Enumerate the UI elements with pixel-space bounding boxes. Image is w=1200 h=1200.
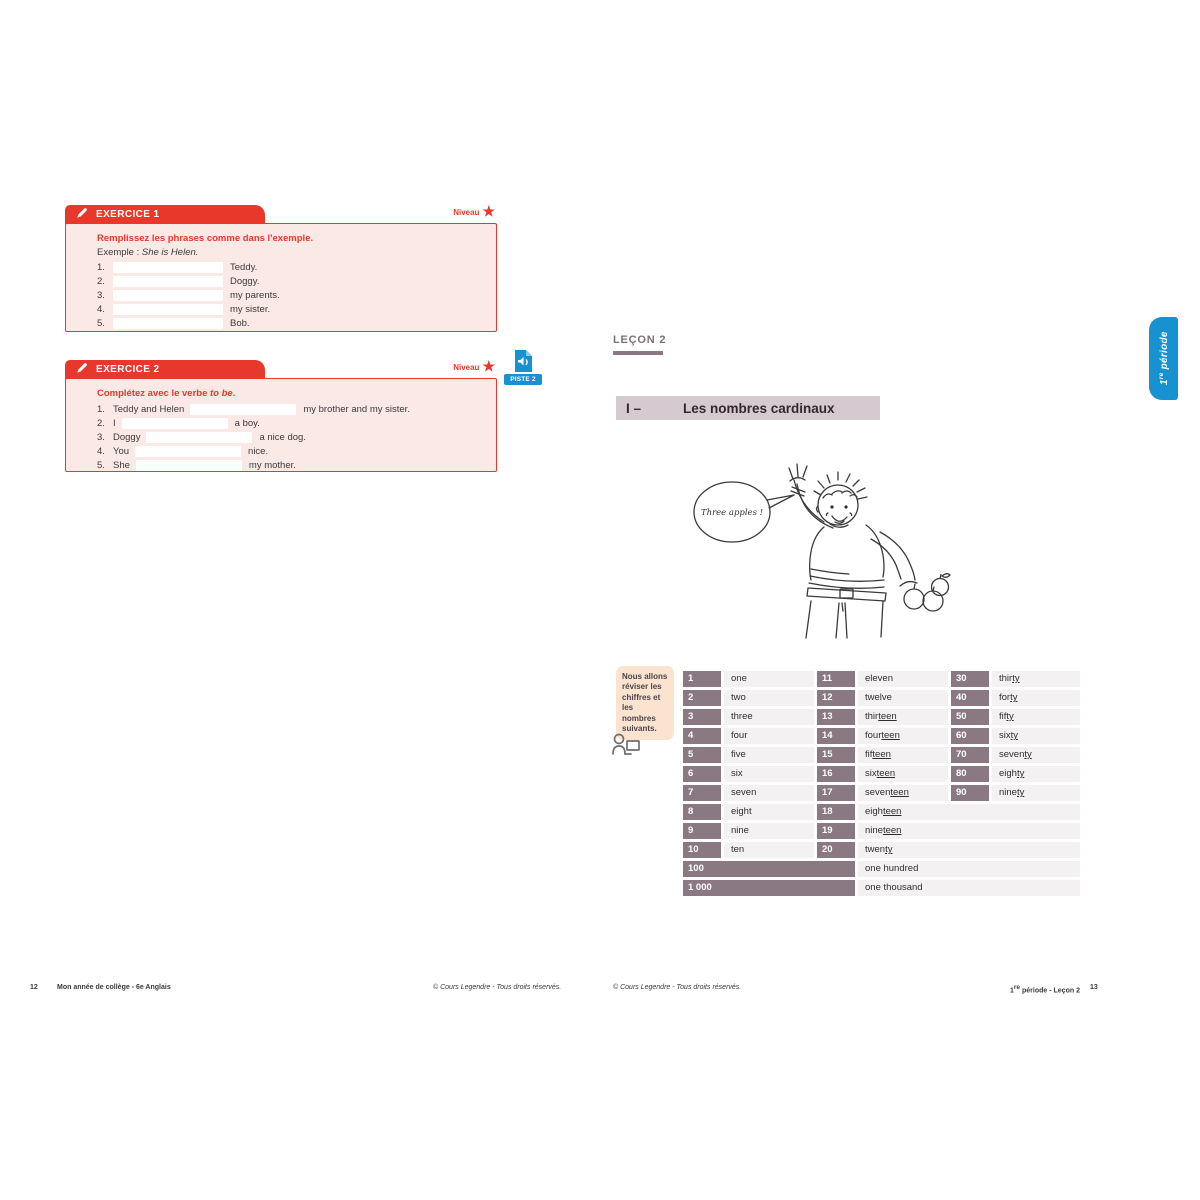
table-number-cell: 1 000 <box>683 880 855 896</box>
item-text-after: my mother. <box>248 459 296 471</box>
footer-period-rest: période - Leçon 2 <box>1020 987 1080 995</box>
answer-blank <box>136 460 242 471</box>
word-underlined-suffix: ty <box>1006 711 1014 722</box>
word-base: twelve <box>865 692 892 703</box>
word-base: eigh <box>999 768 1017 779</box>
pencil-icon <box>76 207 88 222</box>
word-underlined-suffix: ty <box>885 844 893 855</box>
table-number-cell: 60 <box>951 728 989 744</box>
right-copyright: © Cours Legendre - Tous droits réservés. <box>613 984 742 991</box>
table-number-cell: 13 <box>817 709 855 725</box>
item-text-after: my brother and my sister. <box>303 403 410 415</box>
table-number-cell: 8 <box>683 804 721 820</box>
exercise1-niveau <box>453 203 495 219</box>
table-word-cell <box>724 804 814 820</box>
word-underlined-suffix: ty <box>1016 787 1025 798</box>
lesson-label: LEÇON 2 <box>613 334 667 346</box>
table-number-cell: 5 <box>683 747 721 763</box>
niveau-label: Niveau <box>453 208 480 217</box>
item-number: 5. <box>97 317 105 329</box>
table-word-cell <box>724 785 814 801</box>
word-base: nine <box>865 825 883 836</box>
period-side-tab-label <box>1157 332 1169 386</box>
table-word-cell <box>992 728 1080 744</box>
exercise2-body <box>65 378 497 472</box>
word-base: fif <box>999 711 1007 722</box>
table-word-cell <box>858 842 1080 858</box>
answer-blank <box>113 290 223 301</box>
word-base: eleven <box>865 673 893 684</box>
star-icon: ★ <box>482 203 495 219</box>
section-heading <box>616 396 880 420</box>
word-base: four <box>865 730 882 741</box>
item-number: 5. <box>97 459 105 471</box>
exercise-item-row <box>97 302 486 316</box>
word-base: ten <box>731 844 745 855</box>
table-word-cell <box>724 766 814 782</box>
exercise2-tab <box>65 360 265 379</box>
period-number: 1 <box>1158 379 1170 386</box>
word-base: fif <box>865 749 873 760</box>
lesson-underline <box>613 351 663 355</box>
exercise2-box <box>65 360 497 472</box>
item-text-after: a nice dog. <box>259 431 306 443</box>
table-number-cell: 80 <box>951 766 989 782</box>
exercise-item-row <box>97 274 486 288</box>
table-number-cell: 9 <box>683 823 721 839</box>
item-number: 2. <box>97 417 105 429</box>
word-underlined-suffix: teen <box>882 806 902 817</box>
left-copyright: © Cours Legendre - Tous droits réservés. <box>433 984 562 991</box>
table-number-cell: 30 <box>951 671 989 687</box>
word-base: twen <box>865 844 886 855</box>
table-number-cell: 15 <box>817 747 855 763</box>
table-number-cell: 50 <box>951 709 989 725</box>
word-base: thir <box>999 673 1013 684</box>
table-word-cell <box>858 804 1080 820</box>
period-ordinal: re <box>1157 372 1165 380</box>
item-text-before: You <box>113 445 130 457</box>
boy-figure <box>789 464 950 638</box>
exercise1-box <box>65 205 497 332</box>
exercise1-tab <box>65 205 265 224</box>
item-text-after: nice. <box>248 445 269 457</box>
item-text-after: my parents. <box>230 289 280 301</box>
exercise1-tab-label: EXERCICE 1 <box>96 209 160 220</box>
table-number-cell: 3 <box>683 709 721 725</box>
table-number-cell: 18 <box>817 804 855 820</box>
answer-blank <box>190 404 296 415</box>
boy-illustration <box>690 450 960 640</box>
table-word-cell <box>858 861 1080 877</box>
exercise-item-row <box>97 416 486 430</box>
instruction-italic: to be <box>210 388 233 399</box>
table-word-cell <box>992 785 1080 801</box>
item-text-before: I <box>113 417 116 429</box>
table-number-cell: 70 <box>951 747 989 763</box>
item-text-before: Teddy and Helen <box>113 403 185 415</box>
table-word-cell <box>724 842 814 858</box>
answer-blank <box>113 304 223 315</box>
table-number-cell: 7 <box>683 785 721 801</box>
word-underlined-suffix: teen <box>890 787 909 798</box>
table-word-cell <box>724 690 814 706</box>
exercise-item-row <box>97 430 486 444</box>
table-number-cell: 6 <box>683 766 721 782</box>
table-word-cell <box>858 709 948 725</box>
word-base: six <box>999 730 1011 741</box>
word-base: five <box>731 749 746 760</box>
footer-period-number: 1 <box>1010 987 1014 995</box>
exercise-item-row <box>97 402 486 416</box>
table-number-cell: 1 <box>683 671 721 687</box>
item-text-after: a boy. <box>234 417 260 429</box>
table-word-cell <box>858 823 1080 839</box>
table-number-cell: 19 <box>817 823 855 839</box>
period-side-tab <box>1149 317 1178 400</box>
answer-blank <box>135 446 241 457</box>
word-base: seven <box>865 787 891 798</box>
instruction-suffix: . <box>232 388 236 399</box>
table-word-cell <box>858 671 948 687</box>
word-base: one <box>731 673 747 684</box>
exercise1-instruction: Remplissez les phrases comme dans l'exemple. <box>97 233 314 244</box>
word-base: three <box>731 711 753 722</box>
section-number: I – <box>626 400 642 416</box>
table-number-cell: 2 <box>683 690 721 706</box>
right-page-number: 13 <box>1090 984 1098 991</box>
word-base: for <box>999 692 1011 703</box>
footer-period-ordinal: re <box>1013 984 1021 991</box>
table-word-cell <box>992 709 1080 725</box>
table-number-cell: 4 <box>683 728 721 744</box>
table-word-cell <box>992 766 1080 782</box>
section-title: Les nombres cardinaux <box>683 400 835 416</box>
piste-label: PISTE 2 <box>504 374 542 385</box>
table-word-cell <box>858 728 948 744</box>
word-underlined-suffix: teen <box>872 749 891 760</box>
word-underlined-suffix: teen <box>882 825 902 836</box>
audio-track-badge <box>504 350 542 385</box>
audio-file-icon <box>504 350 542 372</box>
exercise-item-row <box>97 288 486 302</box>
exercise-item-row <box>97 458 486 472</box>
exercise2-niveau <box>453 358 495 374</box>
word-underlined-suffix: ty <box>1010 692 1018 703</box>
item-number: 2. <box>97 275 105 287</box>
table-word-cell <box>858 785 948 801</box>
word-base: thir <box>865 711 879 722</box>
table-word-cell <box>858 747 948 763</box>
table-word-cell <box>724 671 814 687</box>
period-word: période <box>1158 331 1170 373</box>
item-number: 1. <box>97 261 105 273</box>
star-icon: ★ <box>482 358 495 374</box>
exercise2-instruction <box>97 388 486 399</box>
word-base: one thousand <box>865 882 923 893</box>
item-text-after: my sister. <box>230 303 271 315</box>
book-title: Mon année de collège - 6e Anglais <box>57 984 171 991</box>
speech-bubble <box>694 482 794 542</box>
table-number-cell: 100 <box>683 861 855 877</box>
pencil-icon <box>76 362 88 377</box>
right-footer-period <box>1010 984 1080 994</box>
word-base: six <box>731 768 743 779</box>
word-underlined-suffix: ty <box>1024 749 1032 760</box>
word-base: eigh <box>865 806 883 817</box>
answer-blank <box>122 418 228 429</box>
word-base: nine <box>731 825 749 836</box>
exercise1-body <box>65 223 497 332</box>
answer-blank <box>113 318 223 329</box>
exercise1-example <box>97 247 486 258</box>
item-text-after: Bob. <box>230 317 250 329</box>
item-text-after: Teddy. <box>230 261 258 273</box>
word-base: four <box>731 730 748 741</box>
left-page-number: 12 <box>30 984 38 991</box>
item-text-before: She <box>113 459 130 471</box>
word-base: nine <box>999 787 1017 798</box>
example-italic: She is Helen. <box>141 247 199 258</box>
word-underlined-suffix: ty <box>1010 730 1019 741</box>
exercise1-items <box>97 260 486 330</box>
word-base: seven <box>731 787 757 798</box>
table-word-cell <box>992 671 1080 687</box>
item-number: 1. <box>97 403 105 415</box>
exercise-item-row <box>97 316 486 330</box>
table-number-cell: 12 <box>817 690 855 706</box>
answer-blank <box>113 276 223 287</box>
word-underlined-suffix: ty <box>1016 768 1025 779</box>
word-underlined-suffix: teen <box>876 768 896 779</box>
item-number: 4. <box>97 445 105 457</box>
exercise2-tab-label: EXERCICE 2 <box>96 364 160 375</box>
table-word-cell <box>724 728 814 744</box>
answer-blank <box>146 432 252 443</box>
word-base: eight <box>731 806 752 817</box>
item-number: 4. <box>97 303 105 315</box>
table-word-cell <box>992 747 1080 763</box>
answer-blank <box>113 262 223 273</box>
table-number-cell: 11 <box>817 671 855 687</box>
table-word-cell <box>724 709 814 725</box>
table-number-cell: 14 <box>817 728 855 744</box>
table-number-cell: 10 <box>683 842 721 858</box>
table-word-cell <box>992 690 1080 706</box>
word-base: one hundred <box>865 863 919 874</box>
table-word-cell <box>858 880 1080 896</box>
table-number-cell: 16 <box>817 766 855 782</box>
table-word-cell <box>724 823 814 839</box>
item-text-before: Doggy <box>113 431 141 443</box>
example-prefix: Exemple : <box>97 247 142 258</box>
table-word-cell <box>724 747 814 763</box>
teacher-board-icon <box>611 731 643 759</box>
table-number-cell: 17 <box>817 785 855 801</box>
table-word-cell <box>858 766 948 782</box>
exercise-item-row <box>97 260 486 274</box>
item-number: 3. <box>97 289 105 301</box>
item-text-after: Doggy. <box>230 275 260 287</box>
word-base: seven <box>999 749 1025 760</box>
exercise2-items <box>97 402 486 472</box>
speech-bubble-text: Three apples ! <box>700 508 764 518</box>
table-number-cell: 20 <box>817 842 855 858</box>
item-number: 3. <box>97 431 105 443</box>
niveau-label: Niveau <box>453 363 480 372</box>
word-underlined-suffix: teen <box>878 711 897 722</box>
table-number-cell: 40 <box>951 690 989 706</box>
margin-note: Nous allons réviser les chiffres et les nombres suivants. <box>616 666 674 740</box>
instruction-prefix: Complétez avec le verbe <box>97 388 210 399</box>
exercise-item-row <box>97 444 486 458</box>
word-base: two <box>731 692 746 703</box>
word-base: six <box>865 768 877 779</box>
table-number-cell: 90 <box>951 785 989 801</box>
word-underlined-suffix: ty <box>1012 673 1020 684</box>
numbers-table <box>683 671 1080 896</box>
table-word-cell <box>858 690 948 706</box>
word-underlined-suffix: teen <box>881 730 900 741</box>
